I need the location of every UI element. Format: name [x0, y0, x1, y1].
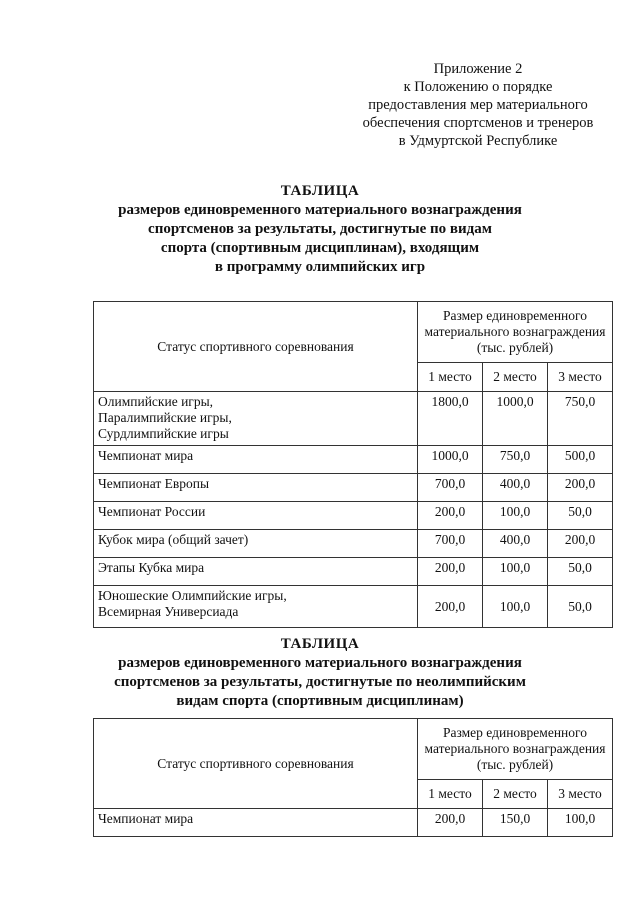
table1-subtitle-line: спорта (спортивным дисциплинам), входящим — [160, 240, 480, 256]
table-row — [94, 502, 613, 530]
table-row — [94, 392, 613, 446]
award-place-1: 700,0 — [418, 474, 483, 502]
table2-title-block — [80, 635, 560, 711]
award-place-3: 200,0 — [548, 530, 613, 558]
award-place-1: 200,0 — [418, 502, 483, 530]
place-3-header: 3 место — [548, 363, 613, 392]
place-3-header: 3 место — [548, 780, 613, 809]
table-row — [94, 446, 613, 474]
appendix-line: Приложение 2 — [433, 61, 523, 77]
appendix-header — [350, 60, 606, 150]
competition-status: Олимпийские игры, Паралимпийские игры, Сурдлимпийские игры — [94, 392, 418, 446]
status-column-header: Статус спортивного соревнования — [94, 302, 418, 392]
table-row — [94, 474, 613, 502]
table1-subtitle-line: спортсменов за результаты, достигнутые по видам — [148, 221, 492, 237]
place-1-header: 1 место — [418, 363, 483, 392]
competition-status: Чемпионат России — [94, 502, 418, 530]
table-row — [94, 558, 613, 586]
appendix-line: обеспечения спортсменов и тренеров — [362, 115, 594, 131]
award-place-1: 200,0 — [418, 558, 483, 586]
award-place-3: 100,0 — [548, 809, 613, 837]
award-place-3: 50,0 — [548, 558, 613, 586]
table1-title: ТАБЛИЦА — [280, 183, 360, 199]
award-place-3: 750,0 — [548, 392, 613, 446]
award-size-column-header: Размер единовременного материального вознаграждения (тыс. рублей) — [418, 302, 613, 363]
award-place-3: 200,0 — [548, 474, 613, 502]
award-place-2: 100,0 — [483, 586, 548, 628]
appendix-line: в Удмуртской Республике — [398, 133, 558, 149]
table2-subtitle-line: видам спорта (спортивным дисциплинам) — [176, 693, 464, 709]
award-place-1: 700,0 — [418, 530, 483, 558]
competition-status: Этапы Кубка мира — [94, 558, 418, 586]
award-place-3: 500,0 — [548, 446, 613, 474]
award-place-2: 400,0 — [483, 474, 548, 502]
appendix-line: предоставления мер материального — [368, 97, 588, 113]
award-place-2: 400,0 — [483, 530, 548, 558]
award-place-3: 50,0 — [548, 586, 613, 628]
place-2-header: 2 место — [483, 363, 548, 392]
award-place-2: 100,0 — [483, 502, 548, 530]
competition-status: Юношеские Олимпийские игры, Всемирная Универсиада — [94, 586, 418, 628]
award-place-2: 100,0 — [483, 558, 548, 586]
place-1-header: 1 место — [418, 780, 483, 809]
place-2-header: 2 место — [483, 780, 548, 809]
competition-status: Кубок мира (общий зачет) — [94, 530, 418, 558]
award-place-1: 1800,0 — [418, 392, 483, 446]
competition-status: Чемпионат мира — [94, 446, 418, 474]
table2-title: ТАБЛИЦА — [280, 636, 360, 652]
status-column-header: Статус спортивного соревнования — [94, 719, 418, 809]
table-row — [94, 586, 613, 628]
award-size-column-header: Размер единовременного материального вознаграждения (тыс. рублей) — [418, 719, 613, 780]
award-place-1: 200,0 — [418, 586, 483, 628]
table1-subtitle-line: в программу олимпийских игр — [214, 259, 426, 275]
award-place-1: 1000,0 — [418, 446, 483, 474]
award-place-1: 200,0 — [418, 809, 483, 837]
non-olympic-awards-table — [93, 718, 613, 837]
table-row — [94, 809, 613, 837]
competition-status: Чемпионат мира — [94, 809, 418, 837]
award-place-2: 750,0 — [483, 446, 548, 474]
award-place-2: 150,0 — [483, 809, 548, 837]
appendix-line: к Положению о порядке — [403, 79, 553, 95]
table2-subtitle-line: спортсменов за результаты, достигнутые по неолимпийским — [114, 674, 526, 690]
table2-subtitle-line: размеров единовременного материального вознаграждения — [118, 655, 522, 671]
award-place-3: 50,0 — [548, 502, 613, 530]
competition-status: Чемпионат Европы — [94, 474, 418, 502]
award-place-2: 1000,0 — [483, 392, 548, 446]
table-row — [94, 530, 613, 558]
table1-subtitle-line: размеров единовременного материального вознаграждения — [118, 202, 522, 218]
table1-title-block — [80, 182, 560, 277]
olympic-awards-table — [93, 301, 613, 628]
